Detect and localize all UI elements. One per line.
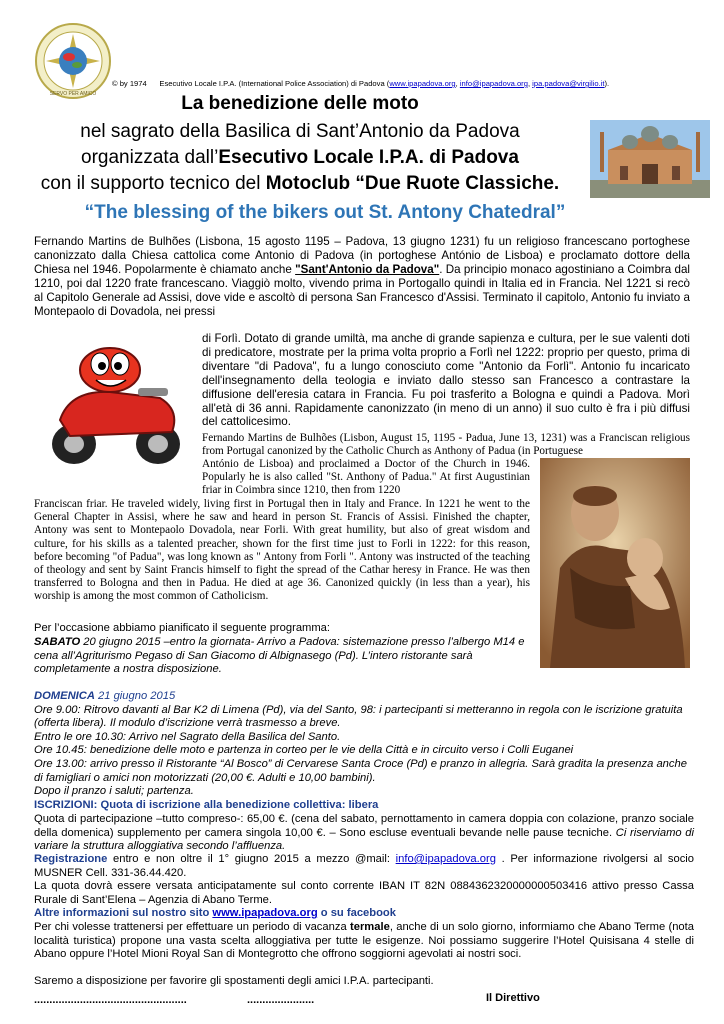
saturday-label: SABATO	[34, 636, 81, 648]
english-bio-mid: António de Lisboa) and proclaimed a Doctor of the Church in 1946. Popularly he is also called "St. Anthony of Padua." At first Augustinian friar in Coimbra since 1210, then from 1220	[202, 458, 530, 497]
sunday-line-1: Ore 9.00: Ritrovo davanti al Bar K2 di Limena (Pd), via del Santo, 98: i partecipanti si metteranno in regola con le iscrizione gratuita (offerta libera). Il modulo d’iscrizione verrà trasmesso a breve.	[34, 703, 683, 730]
saturday-text: 20 giugno 2015 –entro la giornata- Arrivo a Padova: sistemazione presso l’albergo M14 e cena all’Agriturismo Pegaso di San Giacomo di Albignasego (Pd). L’intero ristorante sarà completamente a nostra disposizione.	[34, 636, 525, 676]
sunday-date: 21 giugno 2015	[94, 690, 176, 702]
registration-paragraph	[34, 853, 694, 880]
footer-dots-mid: ......................	[247, 994, 315, 1006]
english-title: “The blessing of the bikers out St. Antony Chatedral”	[84, 202, 566, 223]
footer-dots-left: ..................................................	[34, 994, 187, 1006]
iban-paragraph: La quota dovrà essere versata anticipatamente sul conto corrente IBAN IT 82N 0884362320000000503416 attivo presso Cassa Rurale di Sant’Elena – Agenzia di Abano Terme.	[34, 880, 694, 906]
registration-label: Registrazione	[34, 853, 108, 865]
registration-after: . Per informazione rivolgersi al socio MUSNER Cell. 331-36.44.420.	[34, 853, 694, 879]
italian-bio-continued: di Forlì. Dotato di grande umiltà, ma anche di grande sapienza e cultura, per le sue valenti doti di predicatore, mostrate per la prima volta proprio a Forlì nel 1222: proprio per questo, prima di diventare "di Padova", fu a lungo conosciuto come "Antonio da Forlì". Antonio fu incaricato dell'insegnamento della teologia e inviato dallo stesso san Francesco a contrastare la diffusione dell'eresia catara in Francia. Fu poi trasferito a Bologna e quindi a Padova. Morì all'età di 36 anni. Rapidamente canonizzato (in meno di un anno) il suo culto è fra i più diffusi del cattolicesimo.	[202, 332, 690, 429]
spa-stay-pre: Per chi volesse trattenersi per effettuare un periodo di vacanza	[34, 921, 350, 933]
saint-anthony-statue-photo	[540, 458, 690, 668]
copyright-text: Esecutivo Locale I.P.A. (International Police Association) di Padova (	[159, 79, 390, 88]
site-link[interactable]: www.ipapadova.org	[389, 79, 456, 88]
sunday-label: DOMENICA	[34, 690, 95, 702]
quota-paragraph	[34, 813, 694, 854]
spa-stay-paragraph	[34, 921, 694, 962]
logo-ring-text: SERVO PER AMICO	[49, 91, 97, 97]
page-title: La benedizione delle moto	[181, 93, 419, 114]
spa-stay-bold: termale	[350, 921, 390, 933]
copyright-prefix: © by 1974	[112, 79, 147, 88]
quota-text: Quota di partecipazione –tutto compreso-: 65,00 €. (cena del sabato, pernottamento in camera doppia con colazione, pranzo sociale della domenica) supplemento per camera singola 10,00 €. – Sono escluse eventuali bevande nelle pause tecniche.	[34, 813, 694, 839]
saturday-block	[34, 636, 534, 677]
more-info-site-link[interactable]: www.ipapadova.org	[212, 907, 318, 919]
sunday-heading	[34, 690, 694, 704]
spa-stay-post: , anche di un solo giorno, informiamo che Abano Terme (nota località turistica) propone una vasta scelta alloggiativa per tutte le esigenze. Noi possiamo suggerire l’Hotel Quisisana 4 stelle di Abano oppure l’Hotel Mioni Royal San di Montegrotto che offrono soggiorni agevolati ai nostri soci.	[34, 921, 694, 961]
italian-bio-paragraph	[34, 235, 690, 318]
program-intro: Per l’occasione abbiamo pianificato il seguente programma:	[34, 622, 331, 634]
subtitle-support-bold: Motoclub “Due Ruote Classiche.	[265, 173, 560, 194]
copyright-line: © by 1974 Esecutivo Locale I.P.A. (International Police Association) di Padova (www.ipapadova.org, info@ipapadova.org, ipa.padova@virgilio.it).	[112, 79, 610, 88]
sunday-block	[34, 690, 694, 799]
sunday-line-2: Entro le ore 10.30: Arrivo nel Sagrato della Basilica del Santo.	[34, 730, 341, 743]
registration-text: entro e non oltre il 1° giugno 2015 a mezzo @mail:	[107, 853, 396, 865]
copyright-suffix: ).	[604, 79, 610, 88]
registration-heading: ISCRIZIONI: Quota di iscrizione alla benedizione collettiva: libera	[34, 799, 379, 811]
subtitle-support	[0, 173, 600, 195]
signature: Il Direttivo	[486, 992, 540, 1004]
subtitle-basilica: nel sagrato della Basilica di Sant’Antonio da Padova	[80, 121, 520, 142]
italian-bio-part2: . Da principio monaco agostiniano a Coimbra dal 1210, poi dal 1220 frate francescano. Viaggiò molto, vivendo prima in Portogallo quindi in Italia ed in Francia. Nel 1221 si recò al Capitolo Generale ad Assisi, dove vide e ascoltò di persona San Francesco d'Assisi. Terminato il capitolo, Antonio fu inviato a Montepaolo di Dovadola, nei pressi	[34, 262, 691, 318]
registration-email-link[interactable]: info@ipapadova.org	[395, 853, 496, 865]
subtitle-organizer-bold: Esecutivo Locale I.P.A. di Padova	[218, 147, 519, 168]
italian-bio-part1: Fernando Martins de Bulhões (Lisbona, 15 agosto 1195 – Padova, 13 giugno 1231) fu un religioso francescano portoghese canonizzato dalla Chiesa cattolica come Antonio di Padova (in portoghese António de Lisboa) e proclamato dottore della Chiesa nel 1946. Popolarmente è chiamato anche	[34, 235, 690, 276]
sunday-line-5: Dopo il pranzo i saluti; partenza.	[34, 785, 194, 798]
subtitle-support-prefix: con il supporto tecnico del	[40, 173, 266, 194]
ipa-logo	[34, 22, 112, 100]
cartoon-motorbike	[40, 340, 190, 470]
more-info-line	[34, 907, 694, 921]
basilica-photo	[590, 120, 710, 198]
subtitle-organizer-prefix: organizzata dall’	[81, 147, 219, 168]
more-info-prefix: Altre informazioni sul nostro sito	[34, 907, 213, 919]
english-bio-full: Franciscan friar. He traveled widely, living first in Portugal then in Italy and France. In 1221 he went to the General Chapter in Assisi, where he saw and heard in person St. Francis of Assisi. Finished the chapter, Antony was sent to Montepaolo Dovadola, near Forli. With great humility, but also of great wisdom and culture, for his skills as a talented preacher, shown for the first time just to Forli in 1222: for this reason, before becoming "of Padua", was long known as " Antony from Forli ". Antony was instructed of the teaching of theology and sent by Saint Francis himself to fight the spread of the Cathar heresy in France. He was then transferred to Bologna and then in Padua. He died at age 36. Canonized quickly (in less than a year), his worship is among the most common of Catholicism.	[34, 498, 530, 603]
english-bio-top: Fernando Martins de Bulhões (Lisbon, August 15, 1195 - Padua, June 13, 1231) was a Franciscan religious from Portugal canonized by the Catholic Church as Anthony of Padua (in Portuguese	[202, 432, 690, 458]
email-link-info[interactable]: info@ipapadova.org	[459, 79, 528, 88]
sunday-line-3: Ore 10.45: benedizione delle moto e partenza in corteo per le vie della Città e in circuito verso i Colli Euganei	[34, 744, 574, 757]
email-link-virgilio[interactable]: ipa.padova@virgilio.it	[532, 79, 605, 88]
more-info-suffix: o su facebook	[317, 907, 396, 919]
quota-note: Ci riserviamo di variare la struttura alloggiativa secondo l’affluenza.	[34, 826, 694, 853]
subtitle-organizer	[0, 147, 600, 169]
closing-line: Saremo a disposizione per favorire gli spostamenti degli amici I.P.A. partecipanti.	[34, 975, 434, 987]
sunday-line-4: Ore 13.00: arrivo presso il Ristorante “Al Bosco” di Cervarese Santa Croce (Pd) e pranzo in allegria. Sarà gradita la presenza anche di famigliari o amici non motorizzati (20,00 €. Adulti e 10,00 bambini).	[34, 757, 687, 784]
italian-bio-quote: "Sant'Antonio da Padova"	[295, 262, 440, 276]
